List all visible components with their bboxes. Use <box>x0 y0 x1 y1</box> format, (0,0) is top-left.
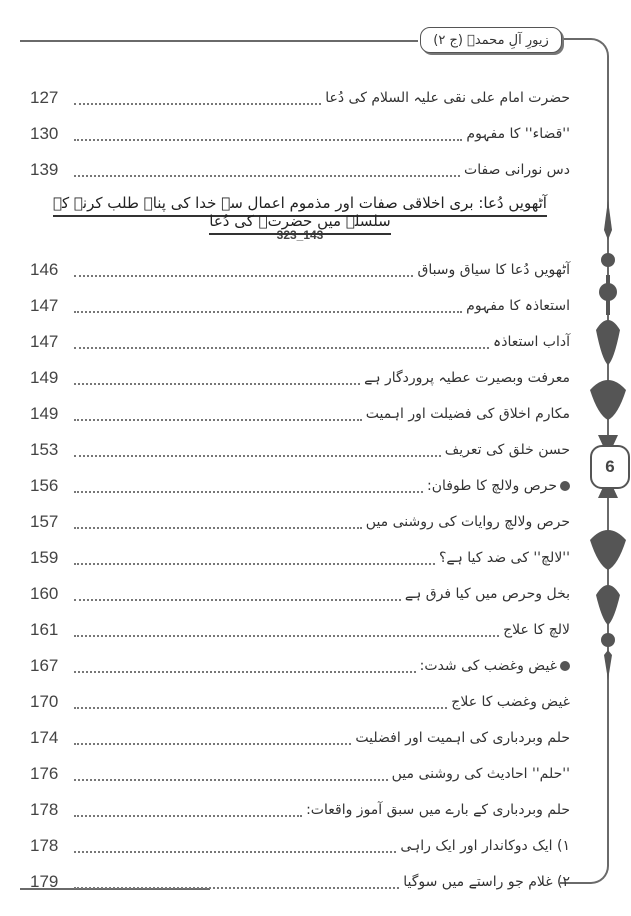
book-title: زیورِ آلِ محمدؐ (ج ۲) <box>433 32 549 48</box>
entry-title-text: استعاذہ کا مفہوم <box>466 298 570 314</box>
entry-title-text: مکارم اخلاق کی فضیلت اور اہمیت <box>365 406 570 422</box>
dot-leader <box>74 479 423 493</box>
entry-title-text: ''قضاء'' کا مفہوم <box>466 126 570 142</box>
entry-page-number: 160 <box>30 584 59 603</box>
entry-title-text: ۲) غلام جو راستے میں سوگیا <box>403 874 570 890</box>
dot-leader <box>74 731 351 745</box>
entry-page-number: 159 <box>30 548 59 567</box>
entry-title-text: حسن خلق کی تعریف <box>444 442 570 458</box>
entry-title <box>325 90 570 106</box>
entry-page-number: 147 <box>30 332 59 351</box>
toc-entry[interactable] <box>30 828 570 864</box>
dot-leader <box>74 839 396 853</box>
bullet-icon <box>560 661 570 671</box>
dot-leader <box>74 623 499 637</box>
entry-title-text: حرص ولالچ روایات کی روشنی میں <box>365 514 570 530</box>
entry-title <box>466 298 570 314</box>
dot-leader <box>74 659 416 673</box>
toc-entry[interactable] <box>30 80 570 116</box>
dot-leader <box>74 551 435 565</box>
dot-leader <box>74 875 399 889</box>
entry-page-number: 130 <box>30 124 59 143</box>
entry-title <box>355 730 570 746</box>
entry-title <box>439 550 570 566</box>
toc-entry[interactable] <box>30 432 570 468</box>
entry-page-number: 167 <box>30 656 59 675</box>
entry-title <box>466 126 570 142</box>
toc-entry[interactable] <box>30 288 570 324</box>
toc-entry[interactable] <box>30 684 570 720</box>
entry-title-text: ۱) ایک دوکاندار اور ایک راہی <box>400 838 570 854</box>
entry-page-number: 174 <box>30 728 59 747</box>
entry-page-number: 179 <box>30 872 59 891</box>
entry-page-number: 170 <box>30 692 59 711</box>
entry-title-text: ''لالچ'' کی ضد کیا ہے؟ <box>438 550 570 566</box>
dot-leader <box>74 515 362 529</box>
entry-title-text: آٹھویں دُعا کا سیاق وسباق <box>417 262 570 278</box>
dot-leader <box>74 163 460 177</box>
entry-title-text: لالچ کا علاج <box>503 622 570 638</box>
chapter-heading: آٹھویں دُعا: بری اخلاقی صفات اور مذموم اعمال سے خدا کی پناہ طلب کرنے کے سلسلہ میں حضرتؑ کی دُعا <box>30 188 570 228</box>
entry-page-number: 153 <box>30 440 59 459</box>
entry-page-number: 127 <box>30 88 59 107</box>
entry-title <box>451 694 570 710</box>
table-of-contents <box>30 80 570 900</box>
toc-entry[interactable] <box>30 152 570 188</box>
toc-entry[interactable] <box>30 360 570 396</box>
entry-page-number: 147 <box>30 296 59 315</box>
entry-title-text: حلم وبردباری کے بارے میں سبق آموز واقعات: <box>306 802 570 818</box>
entry-title <box>493 334 570 350</box>
entry-page-number: 149 <box>30 368 59 387</box>
entry-title <box>405 586 570 602</box>
dot-leader <box>74 407 362 421</box>
entry-title <box>306 802 570 818</box>
dot-leader <box>74 803 302 817</box>
dot-leader <box>74 371 360 385</box>
toc-entry[interactable] <box>30 720 570 756</box>
dot-leader <box>74 587 401 601</box>
entry-page-number: 178 <box>30 800 59 819</box>
entry-title <box>366 406 570 422</box>
toc-entry[interactable] <box>30 252 570 288</box>
entry-title-text: آداب استعاذہ <box>493 334 570 350</box>
entry-page-number: 176 <box>30 764 59 783</box>
entry-title <box>364 370 570 386</box>
dot-leader <box>74 695 447 709</box>
entry-title-text: بخل وحرص میں کیا فرق ہے <box>404 586 570 602</box>
toc-entry[interactable] <box>30 324 570 360</box>
entry-page-number: 149 <box>30 404 59 423</box>
dot-leader <box>74 335 489 349</box>
entry-title <box>503 622 570 638</box>
entry-title-text: غیض وغضب کی شدت: <box>419 658 557 674</box>
entry-page-number: 178 <box>30 836 59 855</box>
entry-title <box>403 874 570 890</box>
dot-leader <box>74 263 413 277</box>
toc-entry[interactable] <box>30 116 570 152</box>
entry-title-text: حرص ولالچ کا طوفان: <box>427 478 557 494</box>
entry-title <box>417 262 570 278</box>
page-number: 6 <box>590 445 630 489</box>
entry-title <box>400 838 570 854</box>
toc-entry[interactable] <box>30 756 570 792</box>
dot-leader <box>74 127 462 141</box>
entry-title-text: ''حلم'' احادیث کی روشنی میں <box>391 766 570 782</box>
toc-entry[interactable] <box>30 612 570 648</box>
entry-title <box>366 514 570 530</box>
entry-page-number: 156 <box>30 476 59 495</box>
entry-page-number: 146 <box>30 260 59 279</box>
floral-ornament-icon <box>588 200 628 680</box>
toc-entry[interactable] <box>30 648 570 684</box>
top-rule <box>20 40 418 42</box>
entry-title <box>445 442 570 458</box>
toc-entry[interactable] <box>30 576 570 612</box>
dot-leader <box>74 91 321 105</box>
entry-title-text: غیض وغضب کا علاج <box>451 694 570 710</box>
entry-title <box>464 162 570 178</box>
entry-title <box>420 658 570 674</box>
entry-title-text: حلم وبردباری کی اہمیت اور افضلیت <box>355 730 570 746</box>
entry-page-number: 139 <box>30 160 59 179</box>
entry-page-number: 157 <box>30 512 59 531</box>
entry-title-text: حضرت امام علی نقی علیہ السلام کی دُعا <box>325 90 570 106</box>
entry-title-text: دس نورانی صفات <box>464 162 570 178</box>
entry-title <box>427 478 570 494</box>
dot-leader <box>74 443 441 457</box>
toc-entry[interactable] <box>30 504 570 540</box>
toc-entry[interactable] <box>30 864 570 900</box>
dot-leader <box>74 767 388 781</box>
running-header <box>420 27 562 53</box>
chapter-page-range: 323_143 <box>276 228 324 242</box>
bullet-icon <box>560 481 570 491</box>
dot-leader <box>74 299 462 313</box>
entry-title-text: معرفت وبصیرت عطیہ پروردگار ہے <box>364 370 570 386</box>
toc-entry[interactable] <box>30 468 570 504</box>
toc-entry[interactable] <box>30 396 570 432</box>
entry-title <box>392 766 570 782</box>
toc-entry[interactable] <box>30 792 570 828</box>
entry-page-number: 161 <box>30 620 59 639</box>
toc-entry[interactable] <box>30 540 570 576</box>
